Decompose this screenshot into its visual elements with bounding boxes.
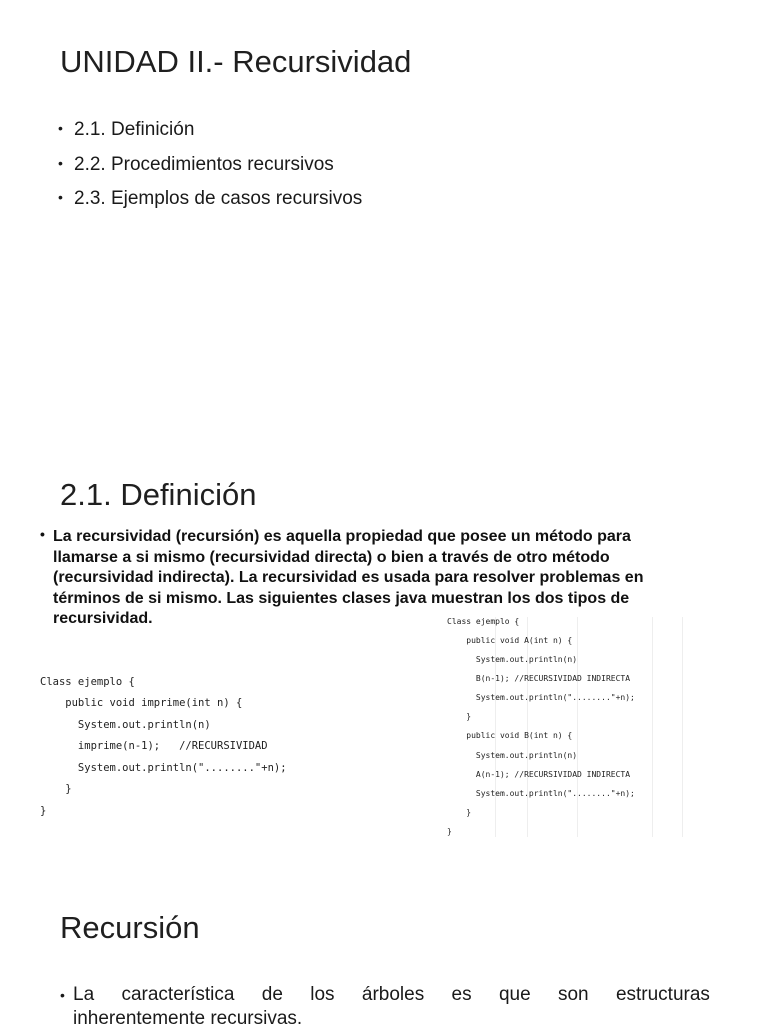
- code-line: public void imprime(int n) {: [40, 697, 243, 709]
- code-line: A(n-1); //RECURSIVIDAD INDIRECTA: [447, 770, 631, 779]
- bullet-icon: •: [40, 526, 45, 542]
- code-line: System.out.println(n): [447, 655, 578, 664]
- paragraph-line: La recursividad (recursión) es aquella propiedad que posee un método para: [53, 528, 631, 545]
- code-line: System.out.println(n): [40, 719, 211, 731]
- paragraph-line: recursividad.: [53, 610, 153, 628]
- list-item: • 2.2. Procedimientos recursivos: [58, 147, 362, 182]
- list-item: • 2.1. Definición: [58, 112, 362, 147]
- code-line: public void A(int n) {: [447, 636, 573, 645]
- code-line: System.out.println("........"+n);: [447, 693, 635, 702]
- code-line: }: [40, 805, 47, 817]
- code-line: imprime(n-1); //RECURSIVIDAD: [40, 740, 268, 752]
- paragraph-line: inherentemente recursivas.: [73, 1008, 303, 1029]
- slide-1-title: UNIDAD II.- Recursividad: [60, 44, 412, 79]
- bullet-icon: •: [58, 189, 63, 205]
- paragraph-line: llamarse a si mismo (recursividad directa) o bien a través de otro método: [53, 548, 610, 566]
- paragraph-line: términos de si mismo. Las siguientes clases java muestran los dos tipos de: [53, 589, 630, 607]
- code-line: Class ejemplo {: [447, 617, 520, 626]
- code-line: }: [447, 827, 452, 836]
- list-item: • 2.3. Ejemplos de casos recursivos: [58, 181, 362, 216]
- paragraph-line: La característica de los árboles es que son estructuras: [73, 984, 710, 1005]
- slide-2-title: 2.1. Definición: [60, 477, 257, 512]
- code-line: B(n-1); //RECURSIVIDAD INDIRECTA: [447, 674, 631, 683]
- slide-3-title: Recursión: [60, 910, 200, 945]
- code-line: System.out.println("........"+n);: [40, 762, 287, 774]
- code-line: Class ejemplo {: [40, 676, 135, 688]
- code-line: System.out.println("........"+n);: [447, 789, 635, 798]
- bullet-icon: •: [58, 120, 63, 136]
- code-line: }: [40, 783, 72, 795]
- code-line: System.out.println(n): [447, 751, 578, 760]
- code-line: }: [447, 808, 472, 817]
- code-line: }: [447, 712, 472, 721]
- paragraph-line: (recursividad indirecta). La recursividad es usada para resolver problemas en: [53, 569, 644, 587]
- bullet-icon: •: [60, 987, 65, 1003]
- bullet-icon: •: [58, 154, 63, 171]
- code-line: public void B(int n) {: [447, 731, 573, 740]
